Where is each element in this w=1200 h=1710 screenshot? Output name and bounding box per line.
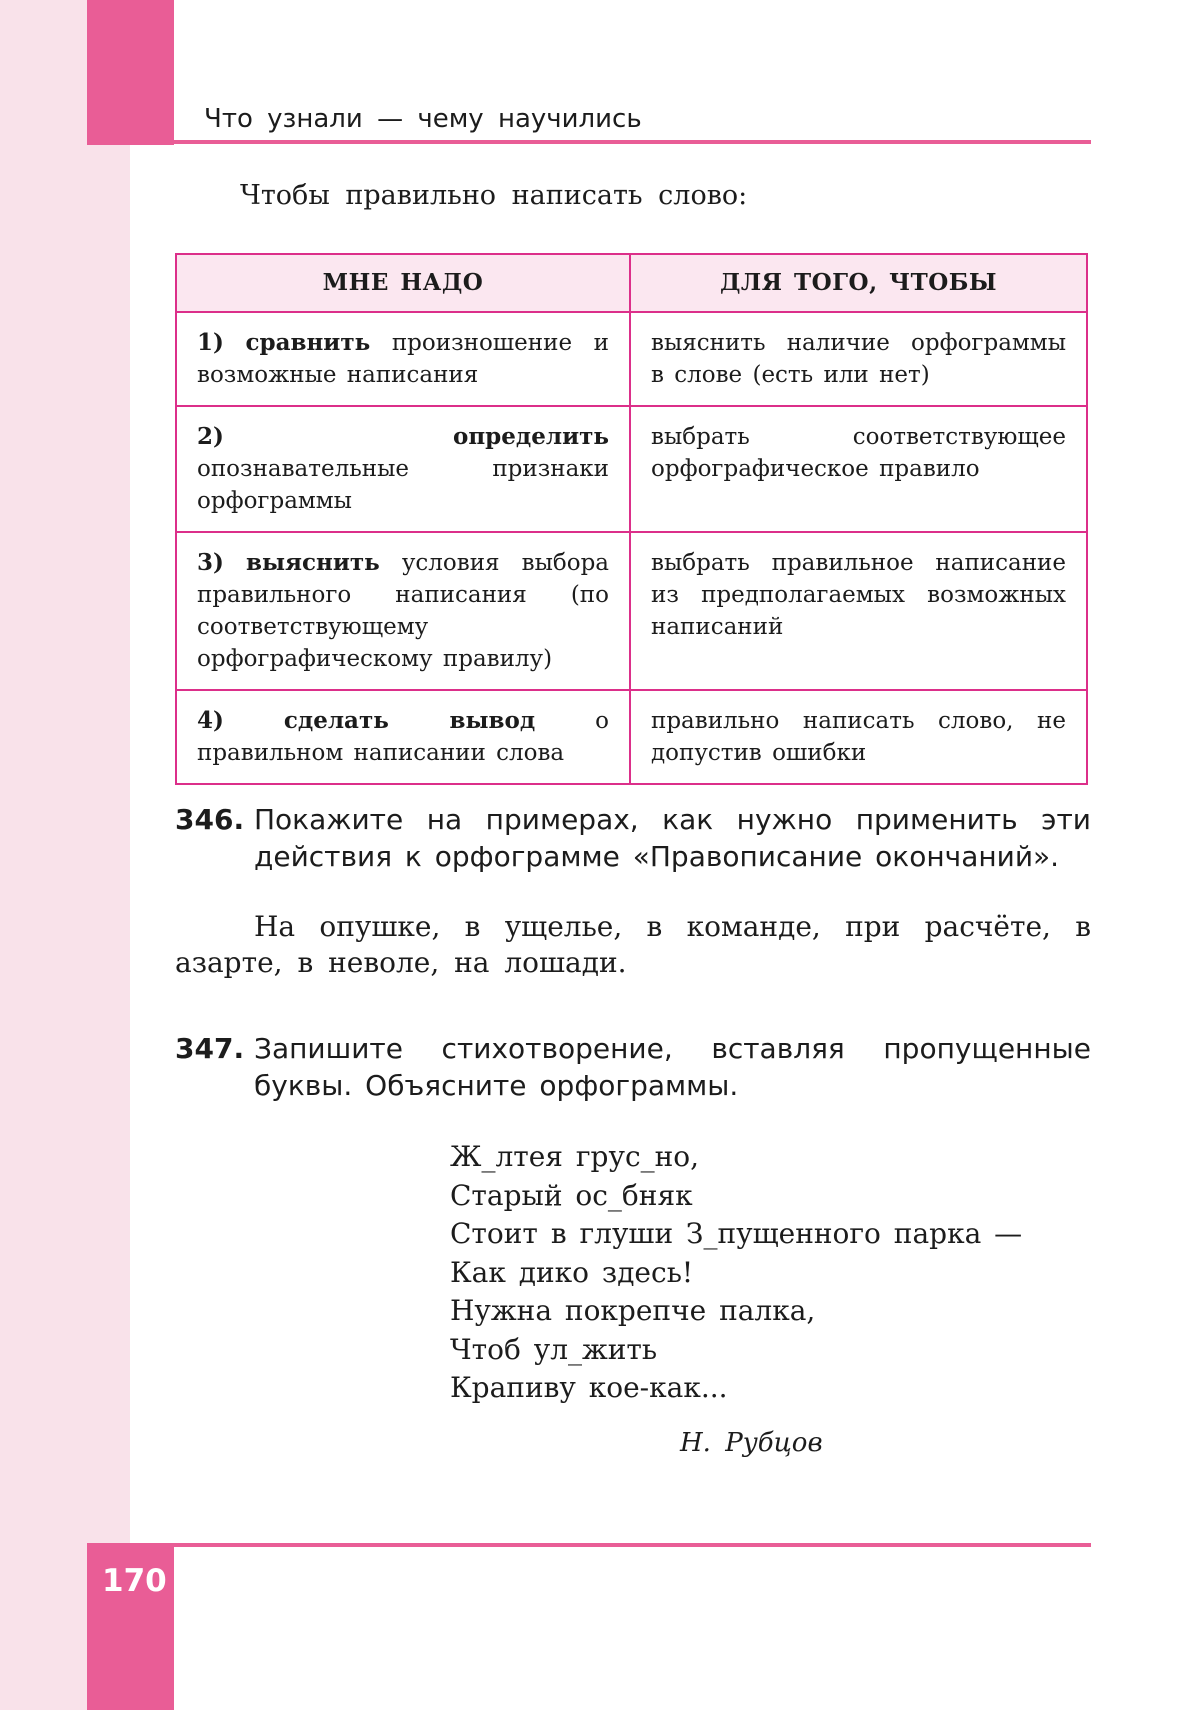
poem-author: Н. Рубцов	[680, 1428, 823, 1458]
left-margin-strip	[0, 0, 130, 1710]
poem-line: Чтоб ул_жить	[450, 1331, 1022, 1370]
exercise-346	[175, 801, 1091, 875]
example-sentence: На опушке, в ущелье, в команде, при расчёте, в азарте, в неволе, на лошади.	[175, 909, 1091, 981]
step-verb: определить	[453, 423, 609, 450]
table-row	[176, 532, 1087, 690]
table-cell-purpose: выбрать правильное написание из предполагаемых возможных написаний	[630, 532, 1087, 690]
exercise-task: Запишите стихотворение, вставляя пропущенные буквы. Объясните орфограммы.	[254, 1030, 1091, 1104]
poem-line: Как дико здесь!	[450, 1254, 1022, 1293]
exercise-347	[175, 1030, 1091, 1104]
step-number: 2)	[197, 423, 224, 450]
exercise-task: Покажите на примерах, как нужно применить эти действия к орфограмме «Правописание окончаний».	[254, 801, 1091, 875]
footer-rule	[174, 1543, 1091, 1547]
running-header: Что узнали — чему научились	[204, 104, 642, 134]
step-action: опознавательные признаки орфограммы	[197, 456, 609, 514]
step-number: 4)	[197, 707, 224, 734]
poem-line: Крапиву кое-как...	[450, 1369, 1022, 1408]
table-header-row	[176, 254, 1087, 312]
step-verb: сделать вывод	[284, 707, 535, 734]
table-row	[176, 406, 1087, 532]
step-action: о правильном написании слова	[197, 708, 609, 766]
table-cell-action	[176, 312, 630, 406]
step-action: условия выбора правильного написания (по соответствующему орфографическому правилу)	[197, 550, 609, 672]
poem	[450, 1138, 1022, 1408]
spelling-steps-table	[175, 253, 1088, 785]
step-number: 3)	[197, 549, 224, 576]
column-header: ДЛЯ ТОГО, ЧТОБЫ	[630, 254, 1087, 312]
intro-text: Чтобы правильно написать слово:	[240, 180, 747, 211]
table-cell-action	[176, 406, 630, 532]
step-verb: сравнить	[246, 329, 371, 356]
table-row	[176, 312, 1087, 406]
table-cell-purpose: выяснить наличие орфограммы в слове (есть или нет)	[630, 312, 1087, 406]
exercise-number: 347.	[175, 1030, 244, 1067]
poem-line: Стоит в глуши З_пущенного парка —	[450, 1215, 1022, 1254]
table-cell-purpose: выбрать соответствующее орфографическое правило	[630, 406, 1087, 532]
step-action: произношение и возможные написания	[197, 330, 609, 388]
table-cell-action	[176, 532, 630, 690]
step-number: 1)	[197, 329, 224, 356]
poem-line: Ж_лтея грус_но,	[450, 1138, 1022, 1177]
poem-line: Нужна покрепче палка,	[450, 1292, 1022, 1331]
poem-line: Старый ос_бняк	[450, 1177, 1022, 1216]
table-row	[176, 690, 1087, 784]
step-verb: выяснить	[246, 549, 380, 576]
top-color-tab	[87, 0, 174, 145]
table-cell-purpose: правильно написать слово, не допустив ошибки	[630, 690, 1087, 784]
table-cell-action	[176, 690, 630, 784]
column-header: МНЕ НАДО	[176, 254, 630, 312]
page-number: 170	[102, 1563, 167, 1599]
exercise-number: 346.	[175, 801, 244, 838]
header-rule	[174, 140, 1091, 144]
